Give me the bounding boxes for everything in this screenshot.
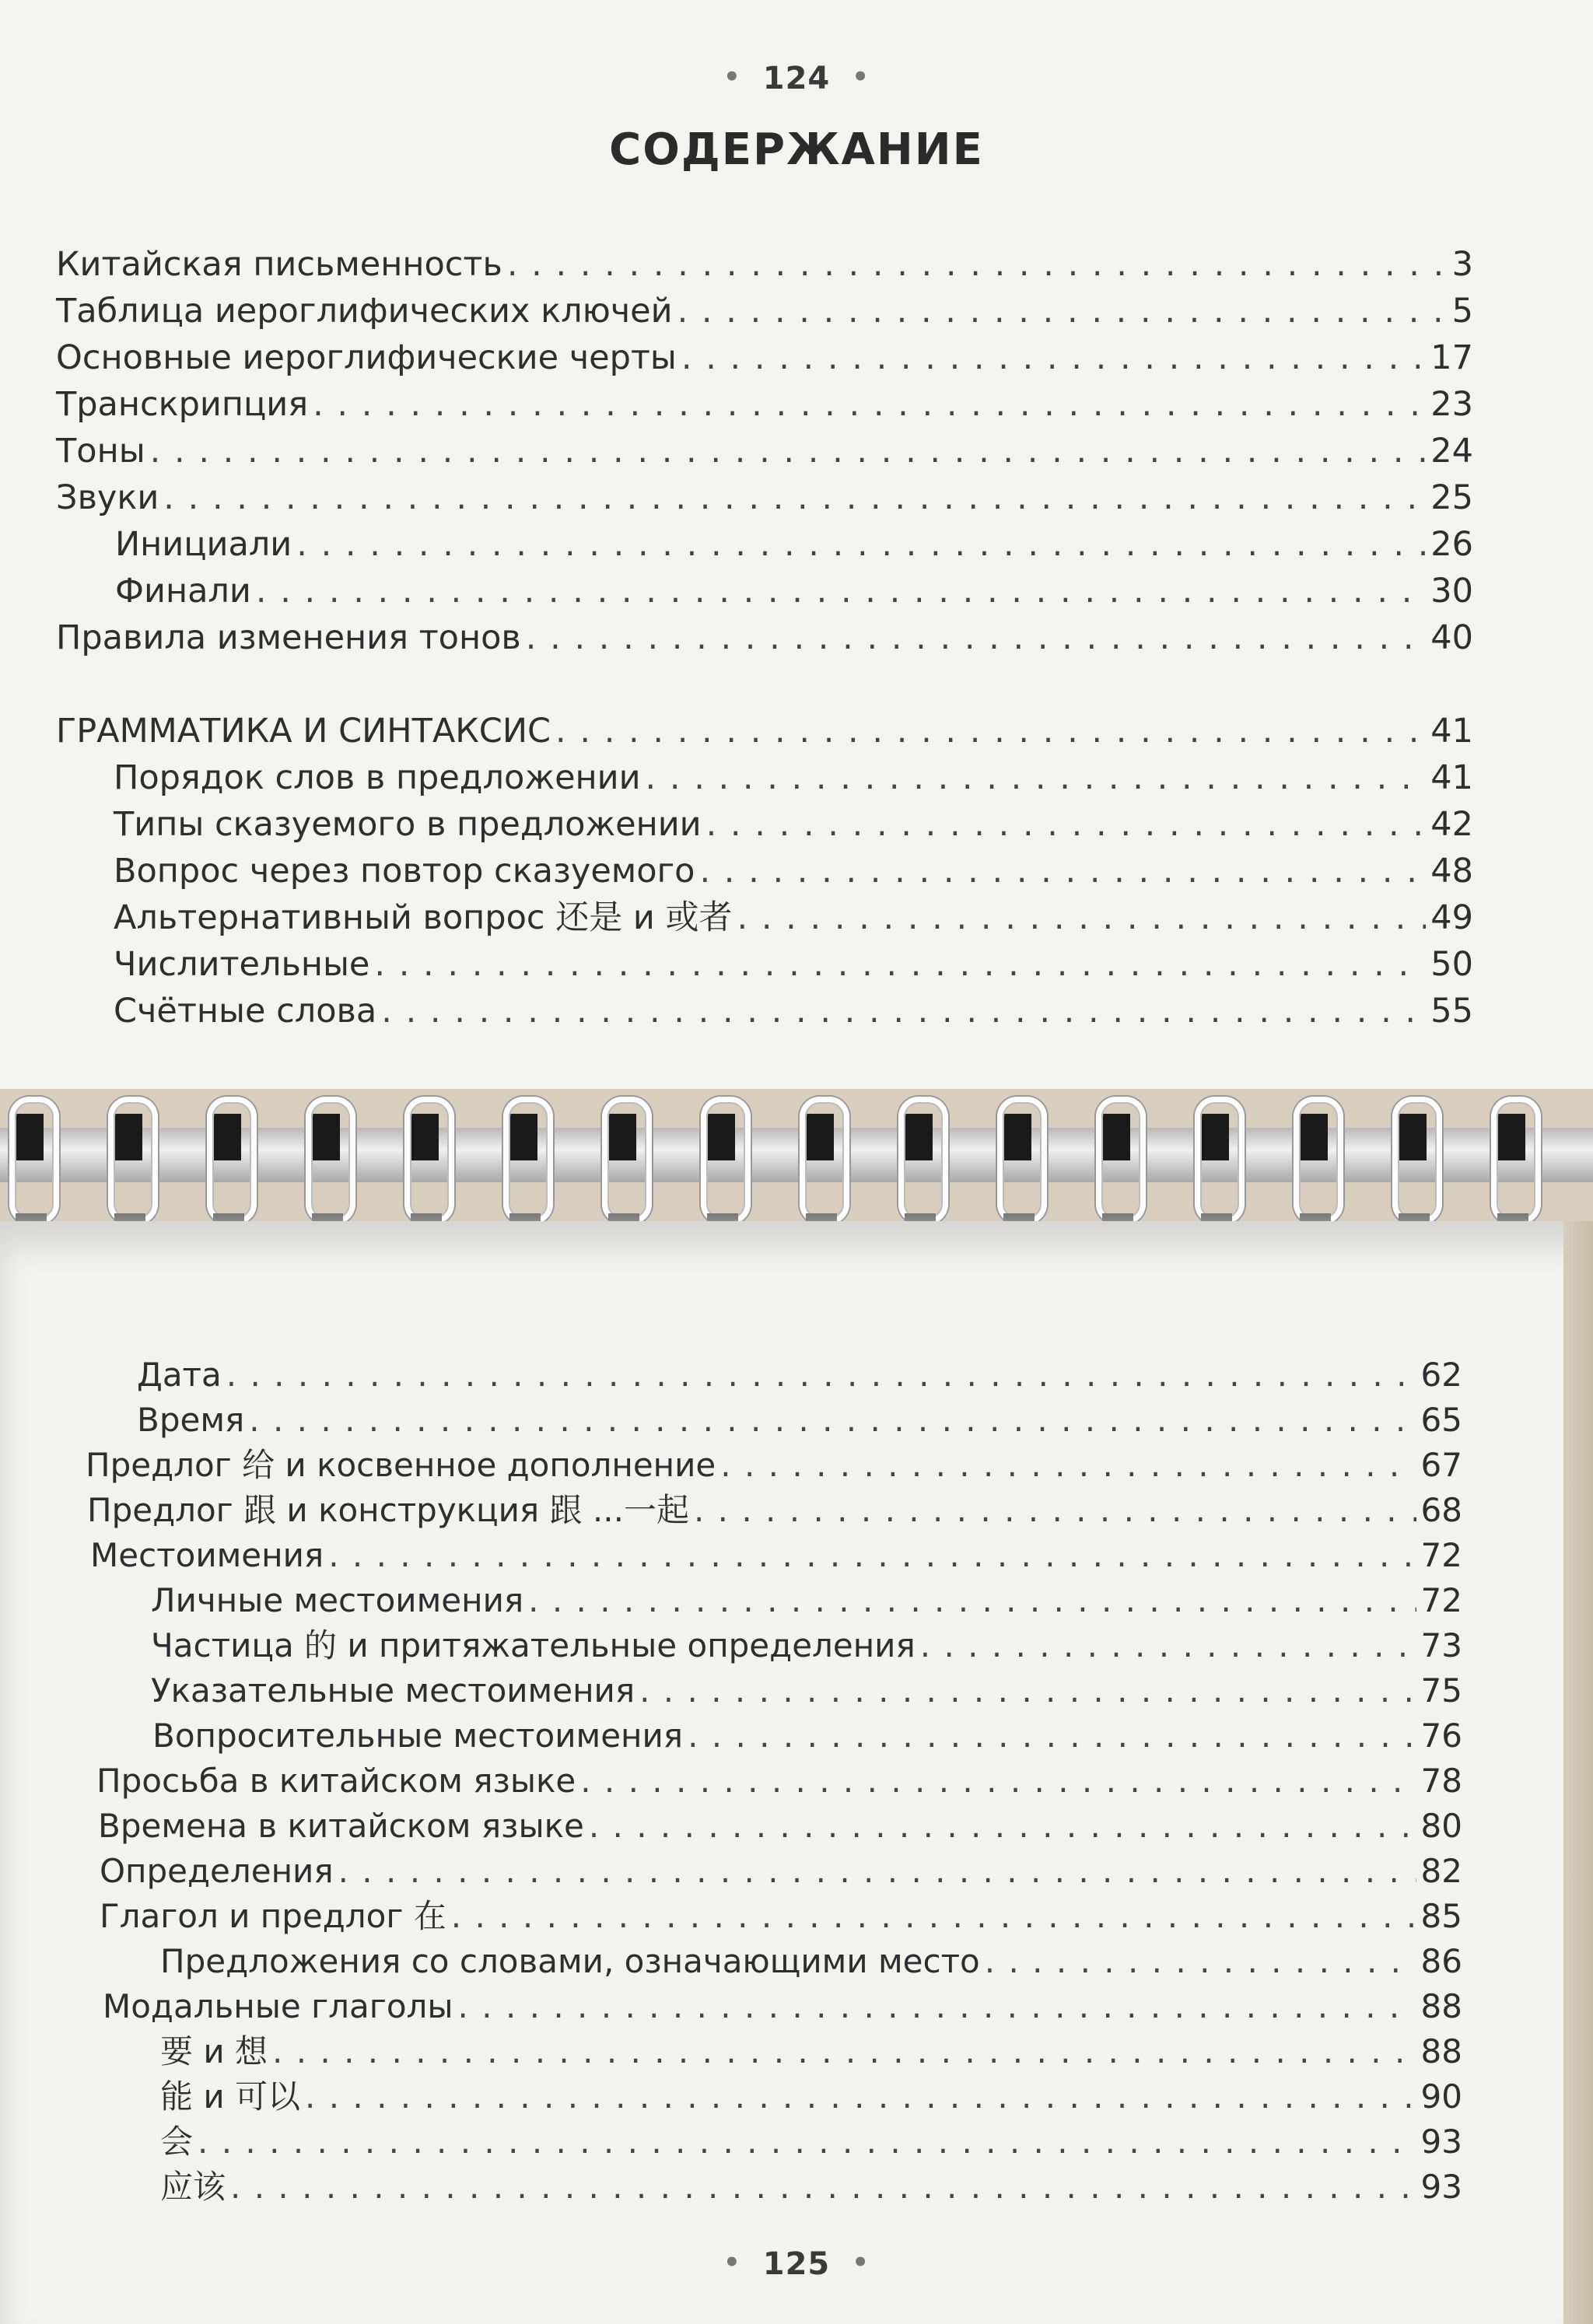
toc-entry: Определения . . . 82 xyxy=(100,1850,1462,1893)
toc-entry: Предлог 跟 и конструкция 跟 ...一起 . . . 68 xyxy=(87,1489,1462,1532)
toc-entry: Транскрипция . . . 23 xyxy=(56,383,1473,426)
page-edge xyxy=(1563,1221,1593,2324)
binding-ring xyxy=(6,1097,53,1229)
binding-ring xyxy=(401,1097,448,1229)
toc-entry: Китайская письменность . . . 3 xyxy=(56,243,1473,286)
page-title: СОДЕРЖАНИЕ xyxy=(609,124,984,175)
toc-entry: Звуки . . . 25 xyxy=(56,476,1473,520)
toc-entry: Глагол и предлог 在 . . . 85 xyxy=(100,1895,1462,1938)
toc-subentry: Предложения со словами, означающими место . . . 86 xyxy=(160,1940,1462,1983)
toc-subentry: Дата . . . 62 xyxy=(137,1353,1462,1397)
binding-ring xyxy=(105,1097,152,1229)
toc-subentry: Альтернативный вопрос 还是 и 或者 . . . 49 xyxy=(114,896,1473,940)
binding-ring xyxy=(994,1097,1041,1229)
toc-subentry: Личные местоимения . . . 72 xyxy=(151,1579,1462,1622)
binding-ring xyxy=(796,1097,843,1229)
toc-entry: Предлог 给 и косвенное дополнение . . . 67 xyxy=(86,1444,1462,1487)
toc-section-heading: ГРАММАТИКА И СИНТАКСИС . . . 41 xyxy=(56,709,1473,753)
toc-entry: Просьба в китайском языке . . . 78 xyxy=(96,1759,1462,1803)
toc-subentry: Вопросительные местоимения . . . 76 xyxy=(152,1714,1462,1758)
toc-subentry: Инициали . . . 26 xyxy=(115,523,1473,566)
toc-subentry: Частица 的 и притяжательные определения . . . 73 xyxy=(151,1624,1462,1668)
toc-subentry: Финали . . . 30 xyxy=(115,569,1473,613)
toc-subentry: Типы сказуемого в предложении . . . 42 xyxy=(114,803,1473,846)
toc-subentry: 能 и 可以 . . . 90 xyxy=(160,2075,1462,2119)
top-page xyxy=(0,0,1593,1089)
binding-ring xyxy=(599,1097,646,1229)
binding-ring xyxy=(1389,1097,1436,1229)
binding-ring xyxy=(1488,1097,1535,1229)
toc-entry: Времена в китайском языке . . . 80 xyxy=(98,1804,1462,1848)
toc-subentry: Вопрос через повтор сказуемого . . . 48 xyxy=(114,849,1473,893)
toc-entry: Тоны . . . 24 xyxy=(56,429,1473,473)
page-number-top: • 124 • xyxy=(723,61,870,96)
toc-entry: Модальные глаголы . . . 88 xyxy=(103,1985,1462,2028)
binding-ring xyxy=(1093,1097,1140,1229)
toc-entry: Таблица иероглифических ключей . . . 5 xyxy=(56,289,1473,333)
toc-subentry: Числительные . . . 50 xyxy=(114,943,1473,986)
toc-entry: Местоимения . . . 72 xyxy=(90,1534,1462,1577)
toc-subentry: Время . . . 65 xyxy=(137,1398,1462,1442)
binding-ring xyxy=(204,1097,250,1229)
toc-subentry: 应该 . . . 93 xyxy=(160,2165,1462,2209)
toc-subentry: 会 . . . 93 xyxy=(160,2120,1462,2164)
toc-entry: Правила изменения тонов . . . 40 xyxy=(56,616,1473,660)
binding-ring xyxy=(1290,1097,1337,1229)
toc-subentry: Порядок слов в предложении . . . 41 xyxy=(114,756,1473,800)
bottom-page xyxy=(0,1221,1593,2324)
binding-ring xyxy=(303,1097,349,1229)
toc-subentry: Счётные слова . . . 55 xyxy=(114,989,1473,1033)
toc-entry: Основные иероглифические черты . . . 17 xyxy=(56,336,1473,380)
binding-ring xyxy=(698,1097,744,1229)
page-number-bottom: • 125 • xyxy=(723,2246,870,2282)
binding-ring xyxy=(500,1097,547,1229)
toc-subentry: Указательные местоимения . . . 75 xyxy=(151,1669,1462,1713)
binding-ring xyxy=(895,1097,942,1229)
toc-subentry: 要 и 想 . . . 88 xyxy=(160,2030,1462,2074)
binding-ring xyxy=(1192,1097,1238,1229)
